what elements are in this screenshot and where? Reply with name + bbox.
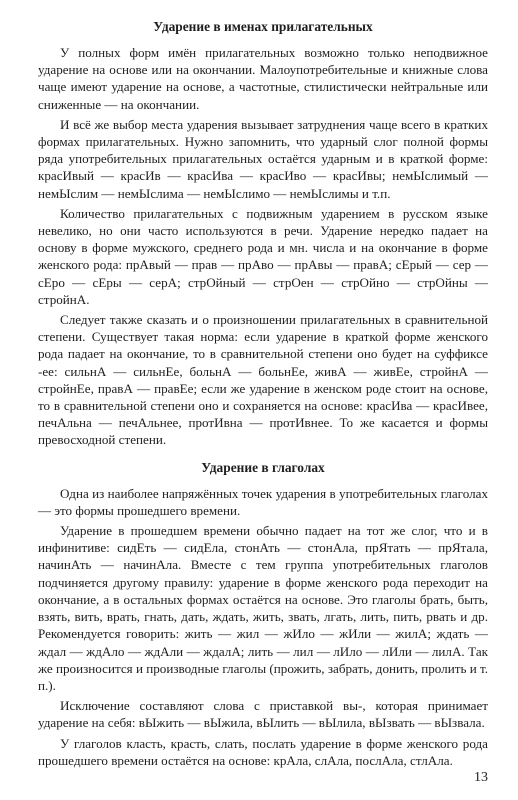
paragraph: Одна из наиболее напряжённых точек ударения в употребительных глаголах — это формы прошедшего времени. <box>38 485 488 518</box>
section-title-verbs: Ударение в глаголах <box>201 459 325 475</box>
section-title-adjectives: Ударение в именах прилагательных <box>153 19 373 34</box>
paragraph: Количество прилагательных с подвижным ударением в русском языке невелико, но они часто используются в речи. Ударение нередко падает на основу в форме мужского, среднего рода и мн. числа и на окончание в форме женского рода: прАвый — прав — прАво — прАвы — правА; сЕрый — сер — сЕро — сЕры — серА; стрОйный — стрОен — стрОйно — стрОйны — стройнА. <box>38 205 488 307</box>
paragraph: Следует также сказать и о произношении прилагательных в сравнительной степени. Существует такая норма: если ударение в краткой форме женского рода падает на окончание, то в сравнительной степени оно будет на суффиксе -ее: сильнА — сильнЕе, больнА — больнЕе, живА — живЕе, стройнА — стройнЕе, правА — правЕе; если же ударение в женском роде стоит на основе, то в сравнительной степени оно и сохраняется на основе: красИва — красИвее, печАльна — печАльнее, протИвна — протИвнее. То же касается и формы превосходной степени. <box>38 312 488 448</box>
page-number: 13 <box>474 769 488 785</box>
paragraph: У глаголов класть, красть, слать, послать ударение в форме женского рода прошедшего времени остаётся на основе: крАла, слАла, послАла, стлАла. <box>38 735 488 768</box>
paragraph: Исключение составляют слова с приставкой вы-, которая принимает ударение на себя: вЫжить — вЫжила, вЫлить — вЫлила, вЫзвать — вЫзвала. <box>38 698 488 731</box>
paragraph: У полных форм имён прилагательных возможно только неподвижное ударение на основе или на окончании. Малоупотребительные и книжные слова чаще имеют ударение на основе, а частотные, стилистически нейтральные или сниженные — на окончании. <box>38 45 488 112</box>
paragraph: И всё же выбор места ударения вызывает затруднения чаще всего в кратких формах прилагательных. Нужно запомнить, что ударный слог полной формы ряда употребительных прилагательных остаётся ударным и в краткой форме: красИвый — красИв — красИва — красИво — красИвы; немЫслимый — немЫслим — немЫслима — немЫслимо — немЫслимы и т.п. <box>38 116 488 201</box>
paragraph: Ударение в прошедшем времени обычно падает на тот же слог, что и в инфинитиве: сидЕть — сидЕла, стонАть — стонАла, прЯтать — прЯтала, начинАть — начинАла. Вместе с тем группа употребительных глаголов подчиняется другому правилу: ударение в форме женского рода переходит на окончание, а в остальных формах остаётся на основе. Это глаголы брать, быть, взять, вить, врать, гнать, дать, ждать, жить, звать, лгать, лить, пить, рвать и др. Рекомендуется говорить: жить — жил — жИло — жИли — жилА; ждать — ждал — ждАло — ждАли — ждалА; лить — лил — лИло — лИли — лилА. Так же произносится и производные глаголы (прожить, забрать, донить, пролить и т. п.). <box>38 523 488 693</box>
